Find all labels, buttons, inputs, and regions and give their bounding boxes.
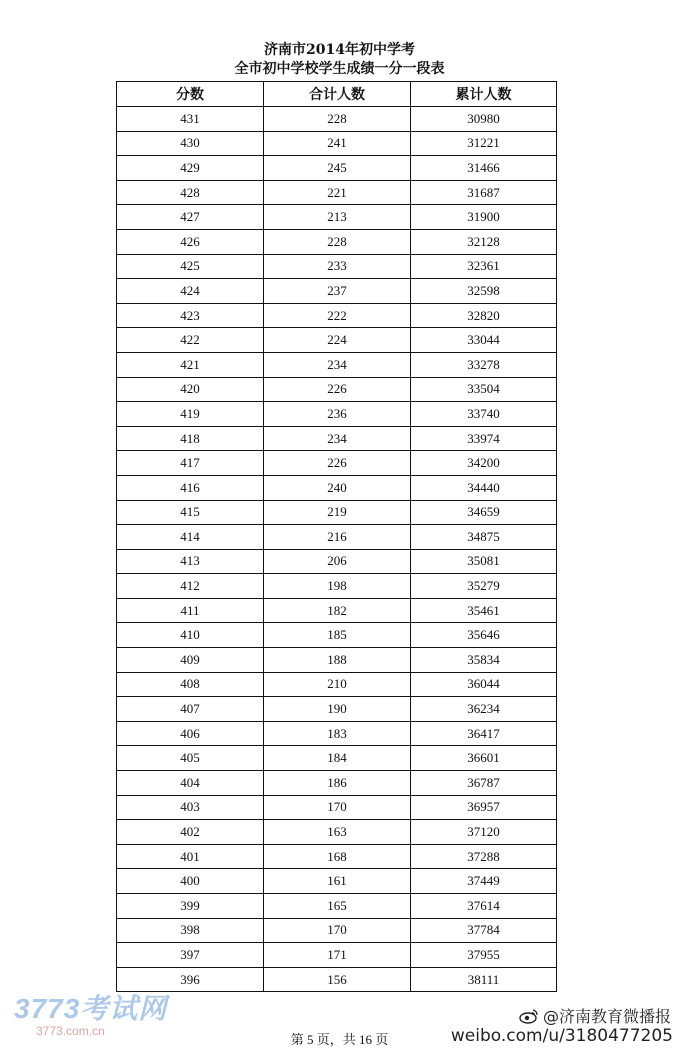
table-row bbox=[117, 894, 557, 919]
cell-score: 423 bbox=[117, 303, 264, 328]
cell-cumulative: 31466 bbox=[411, 156, 557, 181]
cell-count: 190 bbox=[264, 697, 411, 722]
cell-score: 421 bbox=[117, 352, 264, 377]
table-row bbox=[117, 107, 557, 132]
cell-score: 426 bbox=[117, 229, 264, 254]
cell-count: 198 bbox=[264, 574, 411, 599]
cell-count: 213 bbox=[264, 205, 411, 230]
cell-cumulative: 37614 bbox=[411, 894, 557, 919]
cell-score: 399 bbox=[117, 894, 264, 919]
cell-cumulative: 36601 bbox=[411, 746, 557, 771]
cell-count: 236 bbox=[264, 402, 411, 427]
cell-cumulative: 35081 bbox=[411, 549, 557, 574]
cell-cumulative: 34875 bbox=[411, 525, 557, 550]
cell-score: 396 bbox=[117, 967, 264, 992]
cell-count: 170 bbox=[264, 795, 411, 820]
table-row bbox=[117, 426, 557, 451]
cell-count: 234 bbox=[264, 426, 411, 451]
column-header-count: 合计人数 bbox=[264, 82, 411, 107]
cell-score: 431 bbox=[117, 107, 264, 132]
cell-score: 408 bbox=[117, 672, 264, 697]
cell-count: 182 bbox=[264, 598, 411, 623]
page-indicator: 第 5 页，共 16 页 bbox=[290, 1032, 389, 1047]
table-row bbox=[117, 918, 557, 943]
cell-score: 416 bbox=[117, 475, 264, 500]
cell-score: 417 bbox=[117, 451, 264, 476]
table-row bbox=[117, 672, 557, 697]
cell-count: 226 bbox=[264, 451, 411, 476]
cell-count: 210 bbox=[264, 672, 411, 697]
table-header-row bbox=[117, 82, 557, 107]
cell-score: 430 bbox=[117, 131, 264, 156]
table-row bbox=[117, 352, 557, 377]
table-row bbox=[117, 844, 557, 869]
table-row bbox=[117, 623, 557, 648]
table-row bbox=[117, 500, 557, 525]
cell-count: 233 bbox=[264, 254, 411, 279]
table-row bbox=[117, 279, 557, 304]
cell-score: 403 bbox=[117, 795, 264, 820]
table-row bbox=[117, 303, 557, 328]
cell-cumulative: 32128 bbox=[411, 229, 557, 254]
cell-count: 228 bbox=[264, 229, 411, 254]
table-row bbox=[117, 525, 557, 550]
table-row bbox=[117, 721, 557, 746]
cell-cumulative: 37449 bbox=[411, 869, 557, 894]
cell-cumulative: 38111 bbox=[411, 967, 557, 992]
cell-count: 228 bbox=[264, 107, 411, 132]
cell-score: 415 bbox=[117, 500, 264, 525]
cell-score: 405 bbox=[117, 746, 264, 771]
cell-cumulative: 34440 bbox=[411, 475, 557, 500]
cell-cumulative: 36787 bbox=[411, 771, 557, 796]
cell-cumulative: 36417 bbox=[411, 721, 557, 746]
cell-count: 226 bbox=[264, 377, 411, 402]
cell-score: 398 bbox=[117, 918, 264, 943]
table-row bbox=[117, 869, 557, 894]
cell-cumulative: 32820 bbox=[411, 303, 557, 328]
table-row bbox=[117, 549, 557, 574]
table-row bbox=[117, 328, 557, 353]
cell-score: 420 bbox=[117, 377, 264, 402]
cell-score: 419 bbox=[117, 402, 264, 427]
cell-count: 221 bbox=[264, 180, 411, 205]
cell-score: 425 bbox=[117, 254, 264, 279]
cell-score: 409 bbox=[117, 648, 264, 673]
cell-cumulative: 34659 bbox=[411, 500, 557, 525]
weibo-handle-watermark bbox=[519, 1004, 671, 1027]
cell-count: 184 bbox=[264, 746, 411, 771]
cell-cumulative: 36044 bbox=[411, 672, 557, 697]
table-row bbox=[117, 475, 557, 500]
cell-cumulative: 31687 bbox=[411, 180, 557, 205]
cell-count: 234 bbox=[264, 352, 411, 377]
table-row bbox=[117, 820, 557, 845]
column-header-cumulative: 累计人数 bbox=[411, 82, 557, 107]
cell-score: 400 bbox=[117, 869, 264, 894]
table-row bbox=[117, 254, 557, 279]
cell-cumulative: 32598 bbox=[411, 279, 557, 304]
cell-count: 165 bbox=[264, 894, 411, 919]
cell-count: 219 bbox=[264, 500, 411, 525]
cell-cumulative: 35279 bbox=[411, 574, 557, 599]
cell-score: 422 bbox=[117, 328, 264, 353]
table-row bbox=[117, 229, 557, 254]
cell-score: 418 bbox=[117, 426, 264, 451]
cell-score: 410 bbox=[117, 623, 264, 648]
cell-score: 404 bbox=[117, 771, 264, 796]
table-row bbox=[117, 943, 557, 968]
cell-cumulative: 33278 bbox=[411, 352, 557, 377]
cell-cumulative: 34200 bbox=[411, 451, 557, 476]
cell-score: 414 bbox=[117, 525, 264, 550]
weibo-logo-icon bbox=[519, 1008, 539, 1024]
table-row bbox=[117, 451, 557, 476]
cell-score: 427 bbox=[117, 205, 264, 230]
cell-cumulative: 33044 bbox=[411, 328, 557, 353]
cell-score: 412 bbox=[117, 574, 264, 599]
table-row bbox=[117, 746, 557, 771]
table-row bbox=[117, 402, 557, 427]
table-row bbox=[117, 967, 557, 992]
table-row bbox=[117, 131, 557, 156]
cell-count: 161 bbox=[264, 869, 411, 894]
column-header-score: 分数 bbox=[117, 82, 264, 107]
cell-count: 168 bbox=[264, 844, 411, 869]
cell-cumulative: 35834 bbox=[411, 648, 557, 673]
weibo-handle-text: @济南教育微播报 bbox=[542, 1007, 671, 1026]
cell-cumulative: 36234 bbox=[411, 697, 557, 722]
cell-count: 183 bbox=[264, 721, 411, 746]
cell-cumulative: 37955 bbox=[411, 943, 557, 968]
cell-cumulative: 35461 bbox=[411, 598, 557, 623]
table-row bbox=[117, 205, 557, 230]
cell-score: 429 bbox=[117, 156, 264, 181]
cell-cumulative: 32361 bbox=[411, 254, 557, 279]
cell-cumulative: 37288 bbox=[411, 844, 557, 869]
table-row bbox=[117, 648, 557, 673]
cell-score: 401 bbox=[117, 844, 264, 869]
cell-count: 156 bbox=[264, 967, 411, 992]
table-row bbox=[117, 771, 557, 796]
score-distribution-table bbox=[116, 81, 557, 992]
table-row bbox=[117, 574, 557, 599]
table-body bbox=[117, 107, 557, 992]
cell-count: 185 bbox=[264, 623, 411, 648]
cell-count: 170 bbox=[264, 918, 411, 943]
cell-count: 240 bbox=[264, 475, 411, 500]
cell-cumulative: 35646 bbox=[411, 623, 557, 648]
cell-score: 424 bbox=[117, 279, 264, 304]
cell-score: 428 bbox=[117, 180, 264, 205]
site-logo-watermark bbox=[14, 994, 174, 1040]
cell-count: 245 bbox=[264, 156, 411, 181]
cell-score: 397 bbox=[117, 943, 264, 968]
cell-cumulative: 37784 bbox=[411, 918, 557, 943]
cell-score: 402 bbox=[117, 820, 264, 845]
table-row bbox=[117, 697, 557, 722]
table-row bbox=[117, 377, 557, 402]
cell-count: 216 bbox=[264, 525, 411, 550]
cell-count: 188 bbox=[264, 648, 411, 673]
cell-cumulative: 31900 bbox=[411, 205, 557, 230]
weibo-url-watermark: weibo.com/u/3180477205 bbox=[450, 1026, 673, 1046]
cell-cumulative: 30980 bbox=[411, 107, 557, 132]
cell-score: 406 bbox=[117, 721, 264, 746]
cell-score: 407 bbox=[117, 697, 264, 722]
table-row bbox=[117, 156, 557, 181]
cell-count: 237 bbox=[264, 279, 411, 304]
cell-cumulative: 33740 bbox=[411, 402, 557, 427]
table-row bbox=[117, 795, 557, 820]
cell-score: 413 bbox=[117, 549, 264, 574]
document-title: 济南市2014年初中学考 bbox=[264, 42, 415, 58]
cell-count: 186 bbox=[264, 771, 411, 796]
cell-cumulative: 36957 bbox=[411, 795, 557, 820]
cell-count: 171 bbox=[264, 943, 411, 968]
cell-count: 206 bbox=[264, 549, 411, 574]
cell-cumulative: 33974 bbox=[411, 426, 557, 451]
cell-cumulative: 37120 bbox=[411, 820, 557, 845]
cell-count: 163 bbox=[264, 820, 411, 845]
cell-cumulative: 31221 bbox=[411, 131, 557, 156]
site-url-text: 3773.com.cn bbox=[36, 1024, 105, 1038]
table-row bbox=[117, 598, 557, 623]
cell-cumulative: 33504 bbox=[411, 377, 557, 402]
document-subtitle: 全市初中学校学生成绩一分一段表 bbox=[234, 61, 445, 77]
table-row bbox=[117, 180, 557, 205]
cell-count: 241 bbox=[264, 131, 411, 156]
site-logo-text: 3773考试网 bbox=[14, 993, 168, 1024]
cell-count: 224 bbox=[264, 328, 411, 353]
cell-count: 222 bbox=[264, 303, 411, 328]
cell-score: 411 bbox=[117, 598, 264, 623]
